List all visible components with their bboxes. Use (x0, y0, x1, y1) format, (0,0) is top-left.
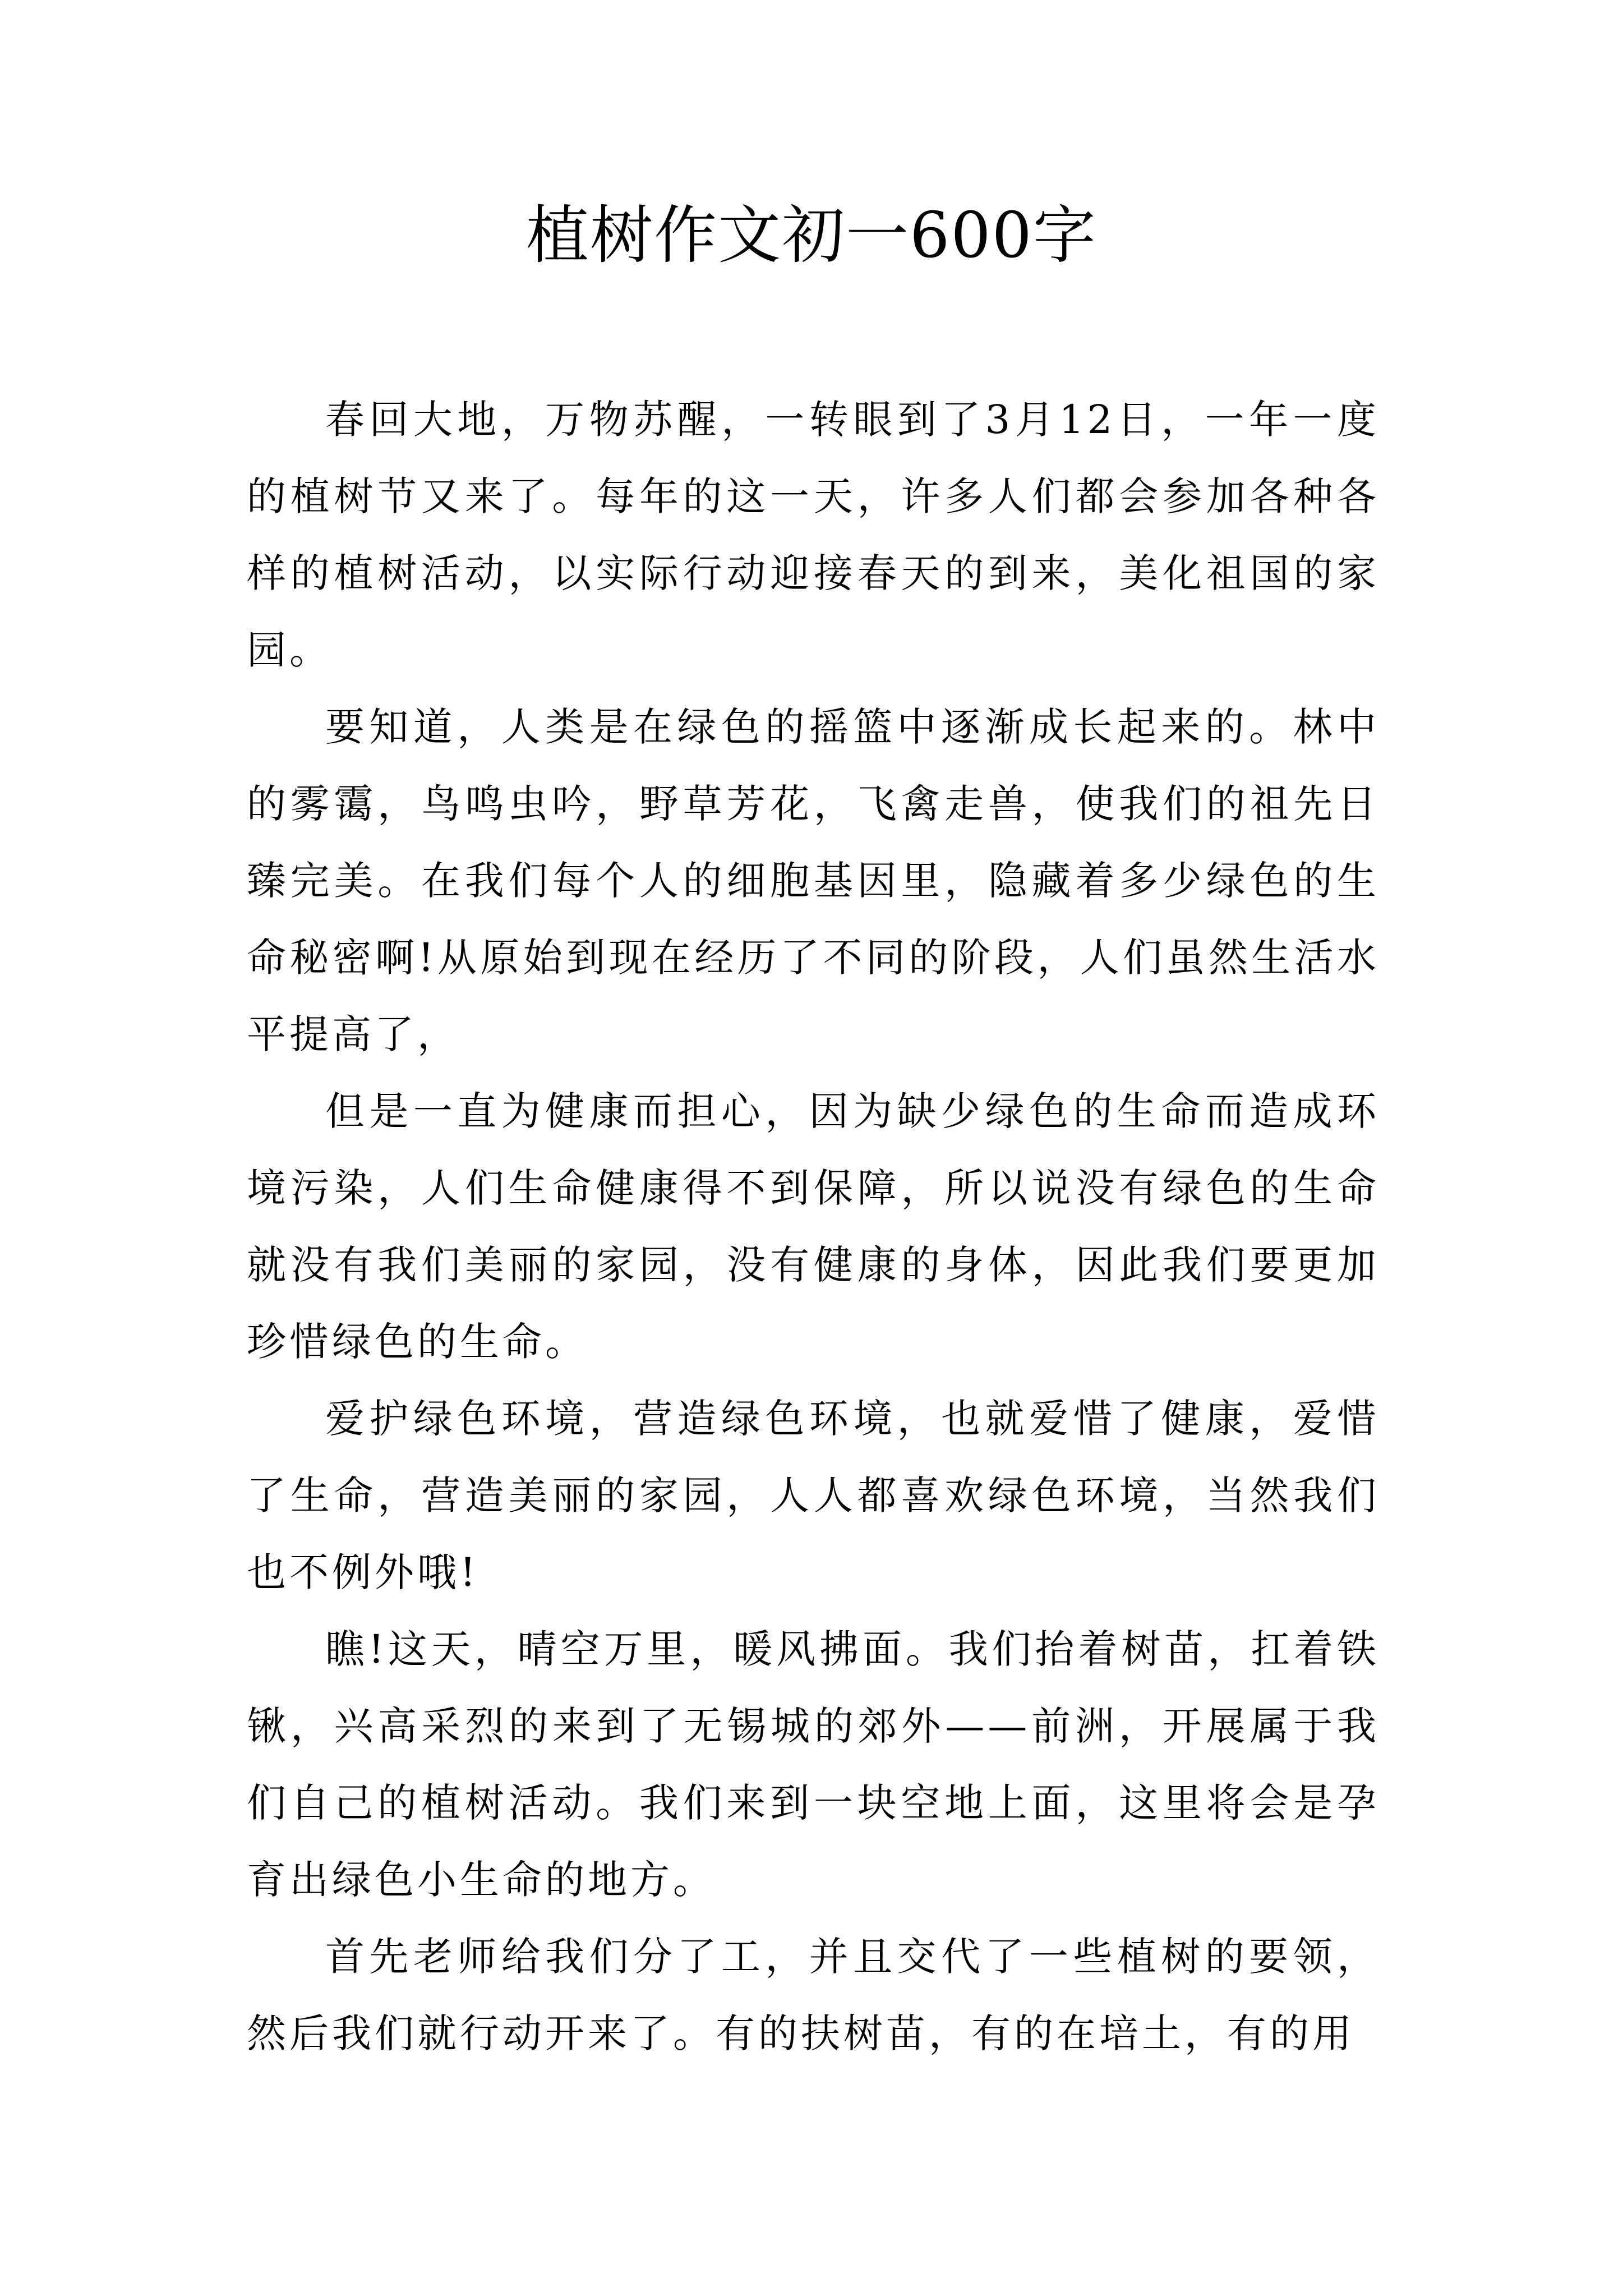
paragraph-5: 瞧!这天，晴空万里，暖风拂面。我们抬着树苗，扛着铁锹，兴高采烈的来到了无锡城的郊外——前洲，开展属于我们自己的植树活动。我们来到一块空地上面，这里将会是孕育出绿色小生命的地方。 (247, 1626, 1380, 1903)
document-title: 植树作文初一600字 (526, 199, 1097, 272)
paragraph-2: 要知道，人类是在绿色的摇篮中逐渐成长起来的。林中的雾霭，鸟鸣虫吟，野草芳花，飞禽走兽，使我们的祖先日臻完美。在我们每个人的细胞基因里，隐藏着多少绿色的生命秘密啊!从原始到现在经历了不同的阶段，人们虽然生活水平提高了， (247, 704, 1380, 1057)
paragraph-3: 但是一直为健康而担心，因为缺少绿色的生命而造成环境污染，人们生命健康得不到保障，所以说没有绿色的生命就没有我们美丽的家园，没有健康的身体，因此我们要更加珍惜绿色的生命。 (247, 1088, 1380, 1365)
paragraph-4: 爱护绿色环境，营造绿色环境，也就爱惜了健康，爱惜了生命，营造美丽的家园，人人都喜欢绿色环境，当然我们也不例外哦! (247, 1396, 1380, 1595)
paragraph-6: 首先老师给我们分了工，并且交代了一些植树的要领，然后我们就行动开来了。有的扶树苗，有的在培土，有的用 (247, 1934, 1380, 2056)
document-body (247, 381, 1380, 2072)
paragraph-1: 春回大地，万物苏醒，一转眼到了3月12日，一年一度的植树节又来了。每年的这一天，许多人们都会参加各种各样的植树活动，以实际行动迎接春天的到来，美化祖国的家园。 (247, 397, 1380, 673)
